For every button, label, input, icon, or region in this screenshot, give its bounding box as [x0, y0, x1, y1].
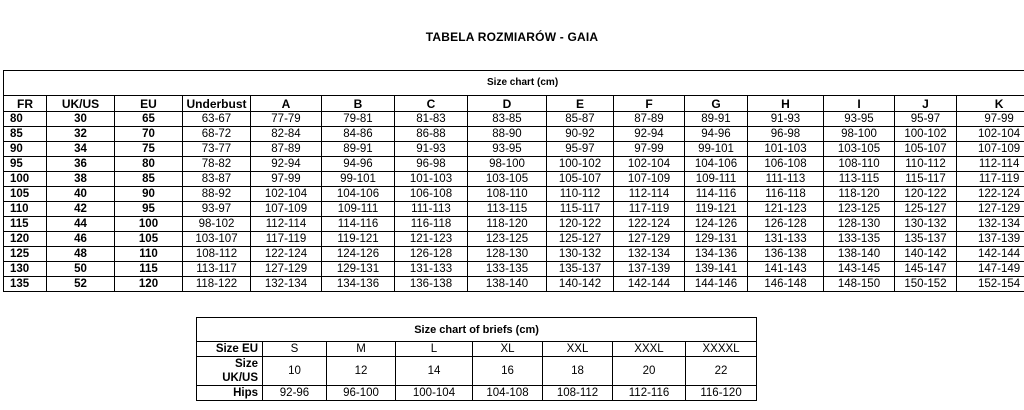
table-cell: 77-79 — [251, 112, 322, 127]
table-cell: 136-138 — [748, 247, 824, 262]
table-cell: 110 — [4, 202, 47, 217]
table-cell: 97-99 — [957, 112, 1024, 127]
table-cell: 137-139 — [957, 232, 1024, 247]
table-cell: 130 — [4, 262, 47, 277]
table-cell: 87-89 — [251, 142, 322, 157]
table-cell: 145-147 — [895, 262, 957, 277]
table-cell: 89-91 — [685, 112, 748, 127]
table-cell: 112-114 — [957, 157, 1024, 172]
table-cell: 100 — [115, 217, 183, 232]
table-cell: 122-124 — [251, 247, 322, 262]
table-cell: 104-108 — [473, 386, 543, 401]
table-cell: 144-146 — [685, 277, 748, 292]
table-cell: 109-111 — [322, 202, 395, 217]
table-cell: 142-144 — [614, 277, 685, 292]
table-cell: 129-131 — [322, 262, 395, 277]
table-cell: 131-133 — [395, 262, 468, 277]
table-cell: 143-145 — [824, 262, 895, 277]
table-cell: 130-132 — [895, 217, 957, 232]
table-cell: 89-91 — [322, 142, 395, 157]
table-cell: XXL — [543, 342, 613, 357]
table-cell: 113-115 — [468, 202, 547, 217]
table-cell: 75 — [115, 142, 183, 157]
table-cell: 108-110 — [824, 157, 895, 172]
table-cell: 44 — [47, 217, 115, 232]
table-row — [197, 342, 757, 357]
table-cell: 88-92 — [183, 187, 251, 202]
table-cell: 137-139 — [614, 262, 685, 277]
column-header: I — [824, 96, 895, 112]
table-cell: 93-97 — [183, 202, 251, 217]
table-cell: 104-106 — [685, 157, 748, 172]
table-cell: 95-97 — [895, 112, 957, 127]
table-cell: 20 — [613, 357, 686, 386]
table-cell: 120 — [4, 232, 47, 247]
table-cell: 148-150 — [824, 277, 895, 292]
table-cell: 109-111 — [685, 172, 748, 187]
table-cell: 118-120 — [468, 217, 547, 232]
table-row — [4, 157, 1024, 172]
table-cell: 91-93 — [395, 142, 468, 157]
table-cell: 135-137 — [895, 232, 957, 247]
table-cell: 32 — [47, 127, 115, 142]
table-row — [4, 217, 1024, 232]
table-cell: 91-93 — [748, 112, 824, 127]
table-cell: 127-129 — [251, 262, 322, 277]
size-chart-caption-row — [4, 71, 1024, 96]
table-cell: 95-97 — [547, 142, 614, 157]
table-cell: 132-134 — [251, 277, 322, 292]
table-cell: 83-85 — [468, 112, 547, 127]
table-cell: 124-126 — [685, 217, 748, 232]
table-cell: 120 — [115, 277, 183, 292]
table-cell: 118-122 — [183, 277, 251, 292]
table-cell: 83-87 — [183, 172, 251, 187]
table-cell: 133-135 — [824, 232, 895, 247]
table-cell: 140-142 — [547, 277, 614, 292]
column-header: FR — [4, 96, 47, 112]
table-cell: XXXL — [613, 342, 686, 357]
table-cell: 95 — [4, 157, 47, 172]
table-cell: 117-119 — [957, 172, 1024, 187]
table-cell: XL — [473, 342, 543, 357]
table-row — [4, 112, 1024, 127]
table-cell: L — [396, 342, 473, 357]
table-cell: 105 — [4, 187, 47, 202]
table-row — [4, 187, 1024, 202]
table-cell: 134-136 — [685, 247, 748, 262]
table-cell: 117-119 — [251, 232, 322, 247]
table-cell: 105-107 — [895, 142, 957, 157]
row-header: Hips — [197, 386, 263, 401]
row-header: Size EU — [197, 342, 263, 357]
table-cell: 114-116 — [685, 187, 748, 202]
table-row — [4, 232, 1024, 247]
table-cell: 135 — [4, 277, 47, 292]
table-cell: 101-103 — [395, 172, 468, 187]
table-cell: 117-119 — [614, 202, 685, 217]
page-title: TABELA ROZMIARÓW - GAIA — [425, 30, 599, 44]
table-cell: 99-101 — [685, 142, 748, 157]
table-cell: 34 — [47, 142, 115, 157]
table-cell: 92-94 — [251, 157, 322, 172]
table-cell: 138-140 — [468, 277, 547, 292]
column-header: J — [895, 96, 957, 112]
table-cell: 110-112 — [895, 157, 957, 172]
table-cell: 139-141 — [685, 262, 748, 277]
table-cell: 103-105 — [468, 172, 547, 187]
table-cell: 102-104 — [614, 157, 685, 172]
column-header: F — [614, 96, 685, 112]
table-cell: 123-125 — [824, 202, 895, 217]
table-cell: 123-125 — [468, 232, 547, 247]
table-cell: 78-82 — [183, 157, 251, 172]
column-header: A — [251, 96, 322, 112]
table-cell: 103-105 — [824, 142, 895, 157]
table-cell: 92-94 — [614, 127, 685, 142]
table-cell: 120-122 — [547, 217, 614, 232]
table-cell: 132-134 — [614, 247, 685, 262]
table-cell: 79-81 — [322, 112, 395, 127]
table-cell: 100-104 — [396, 386, 473, 401]
table-cell: 122-124 — [957, 187, 1024, 202]
table-cell: 99-101 — [322, 172, 395, 187]
table-cell: 82-84 — [251, 127, 322, 142]
table-cell: 85-87 — [547, 112, 614, 127]
table-cell: 111-113 — [395, 202, 468, 217]
column-header: K — [957, 96, 1024, 112]
column-header: D — [468, 96, 547, 112]
column-header: E — [547, 96, 614, 112]
table-cell: 110 — [115, 247, 183, 262]
table-cell: 94-96 — [322, 157, 395, 172]
table-cell: 125 — [4, 247, 47, 262]
table-cell: 147-149 — [957, 262, 1024, 277]
table-cell: 106-108 — [748, 157, 824, 172]
table-cell: 128-130 — [468, 247, 547, 262]
table-cell: 36 — [47, 157, 115, 172]
table-cell: 116-120 — [686, 386, 757, 401]
table-cell: 18 — [543, 357, 613, 386]
table-cell: 152-154 — [957, 277, 1024, 292]
table-cell: 88-90 — [468, 127, 547, 142]
table-cell: 98-102 — [183, 217, 251, 232]
table-cell: 97-99 — [251, 172, 322, 187]
table-cell: 105-107 — [547, 172, 614, 187]
table-row — [4, 277, 1024, 292]
table-cell: 119-121 — [685, 202, 748, 217]
table-cell: 107-109 — [251, 202, 322, 217]
table-cell: 115-117 — [547, 202, 614, 217]
table-cell: 96-98 — [395, 157, 468, 172]
table-cell: 136-138 — [395, 277, 468, 292]
table-cell: 127-129 — [614, 232, 685, 247]
table-cell: 94-96 — [685, 127, 748, 142]
table-cell: 115-117 — [895, 172, 957, 187]
table-cell: 30 — [47, 112, 115, 127]
table-cell: 115 — [115, 262, 183, 277]
table-cell: 48 — [47, 247, 115, 262]
table-cell: 113-115 — [824, 172, 895, 187]
table-cell: 116-118 — [748, 187, 824, 202]
table-cell: 112-114 — [614, 187, 685, 202]
table-cell: 68-72 — [183, 127, 251, 142]
table-cell: 92-96 — [263, 386, 327, 401]
table-cell: 113-117 — [183, 262, 251, 277]
table-cell: 38 — [47, 172, 115, 187]
table-cell: 150-152 — [895, 277, 957, 292]
table-cell: 90-92 — [547, 127, 614, 142]
briefs-size-chart-table — [196, 317, 757, 401]
table-cell: 85 — [115, 172, 183, 187]
table-cell: 107-109 — [614, 172, 685, 187]
table-cell: 126-128 — [395, 247, 468, 262]
table-cell: 87-89 — [614, 112, 685, 127]
table-cell: 40 — [47, 187, 115, 202]
table-cell: 90 — [115, 187, 183, 202]
table-cell: 115 — [4, 217, 47, 232]
table-cell: 86-88 — [395, 127, 468, 142]
table-cell: 126-128 — [748, 217, 824, 232]
size-chart-table — [3, 70, 1024, 292]
table-cell: 90 — [4, 142, 47, 157]
table-cell: 111-113 — [748, 172, 824, 187]
table-cell: 134-136 — [322, 277, 395, 292]
column-header: H — [748, 96, 824, 112]
table-row — [4, 202, 1024, 217]
table-cell: 42 — [47, 202, 115, 217]
table-cell: 104-106 — [322, 187, 395, 202]
table-cell: 105 — [115, 232, 183, 247]
table-cell: 128-130 — [824, 217, 895, 232]
table-cell: 108-112 — [543, 386, 613, 401]
column-header: UK/US — [47, 96, 115, 112]
table-cell: 70 — [115, 127, 183, 142]
table-cell: 124-126 — [322, 247, 395, 262]
briefs-caption: Size chart of briefs (cm) — [197, 318, 757, 342]
table-row — [4, 247, 1024, 262]
table-row — [4, 172, 1024, 187]
table-cell: 112-116 — [613, 386, 686, 401]
table-cell: 16 — [473, 357, 543, 386]
table-cell: 107-109 — [957, 142, 1024, 157]
table-cell: 118-120 — [824, 187, 895, 202]
table-cell: 101-103 — [748, 142, 824, 157]
column-header: B — [322, 96, 395, 112]
table-cell: 84-86 — [322, 127, 395, 142]
briefs-caption-row — [197, 318, 757, 342]
table-cell: 65 — [115, 112, 183, 127]
table-cell: 22 — [686, 357, 757, 386]
table-cell: 141-143 — [748, 262, 824, 277]
table-cell: 93-95 — [468, 142, 547, 157]
table-cell: 97-99 — [614, 142, 685, 157]
table-cell: 114-116 — [322, 217, 395, 232]
table-cell: 120-122 — [895, 187, 957, 202]
table-cell: 10 — [263, 357, 327, 386]
table-cell: 130-132 — [547, 247, 614, 262]
column-header: C — [395, 96, 468, 112]
table-cell: 80 — [115, 157, 183, 172]
table-cell: 50 — [47, 262, 115, 277]
table-cell: 121-123 — [395, 232, 468, 247]
table-cell: 122-124 — [614, 217, 685, 232]
table-row — [197, 357, 757, 386]
table-cell: 100 — [4, 172, 47, 187]
table-cell: S — [263, 342, 327, 357]
table-cell: 73-77 — [183, 142, 251, 157]
table-cell: 80 — [4, 112, 47, 127]
column-header: EU — [115, 96, 183, 112]
table-cell: 95 — [115, 202, 183, 217]
table-cell: 81-83 — [395, 112, 468, 127]
table-cell: 12 — [327, 357, 396, 386]
table-cell: 102-104 — [957, 127, 1024, 142]
table-cell: 142-144 — [957, 247, 1024, 262]
size-chart-caption: Size chart (cm) — [4, 71, 1024, 96]
table-row — [197, 386, 757, 401]
table-cell: 100-102 — [547, 157, 614, 172]
table-cell: 63-67 — [183, 112, 251, 127]
table-cell: 138-140 — [824, 247, 895, 262]
table-cell: 106-108 — [395, 187, 468, 202]
table-row — [4, 127, 1024, 142]
table-cell: 127-129 — [957, 202, 1024, 217]
table-cell: 129-131 — [685, 232, 748, 247]
table-cell: 102-104 — [251, 187, 322, 202]
table-cell: 116-118 — [395, 217, 468, 232]
table-cell: 85 — [4, 127, 47, 142]
table-cell: 98-100 — [468, 157, 547, 172]
row-header: Size UK/US — [197, 357, 263, 386]
column-header: Underbust — [183, 96, 251, 112]
table-cell: 132-134 — [957, 217, 1024, 232]
table-cell: 125-127 — [895, 202, 957, 217]
table-cell: 119-121 — [322, 232, 395, 247]
table-cell: 46 — [47, 232, 115, 247]
table-cell: 146-148 — [748, 277, 824, 292]
table-row — [4, 142, 1024, 157]
table-cell: 93-95 — [824, 112, 895, 127]
table-cell: 108-110 — [468, 187, 547, 202]
table-cell: M — [327, 342, 396, 357]
table-cell: 14 — [396, 357, 473, 386]
table-cell: 133-135 — [468, 262, 547, 277]
table-cell: XXXXL — [686, 342, 757, 357]
table-cell: 135-137 — [547, 262, 614, 277]
table-row — [4, 262, 1024, 277]
table-cell: 108-112 — [183, 247, 251, 262]
table-cell: 98-100 — [824, 127, 895, 142]
size-chart-header-row — [4, 96, 1024, 112]
table-cell: 52 — [47, 277, 115, 292]
table-cell: 96-100 — [327, 386, 396, 401]
table-cell: 121-123 — [748, 202, 824, 217]
table-cell: 103-107 — [183, 232, 251, 247]
table-cell: 125-127 — [547, 232, 614, 247]
table-cell: 140-142 — [895, 247, 957, 262]
table-cell: 110-112 — [547, 187, 614, 202]
column-header: G — [685, 96, 748, 112]
table-cell: 131-133 — [748, 232, 824, 247]
table-cell: 100-102 — [895, 127, 957, 142]
table-cell: 96-98 — [748, 127, 824, 142]
table-cell: 112-114 — [251, 217, 322, 232]
